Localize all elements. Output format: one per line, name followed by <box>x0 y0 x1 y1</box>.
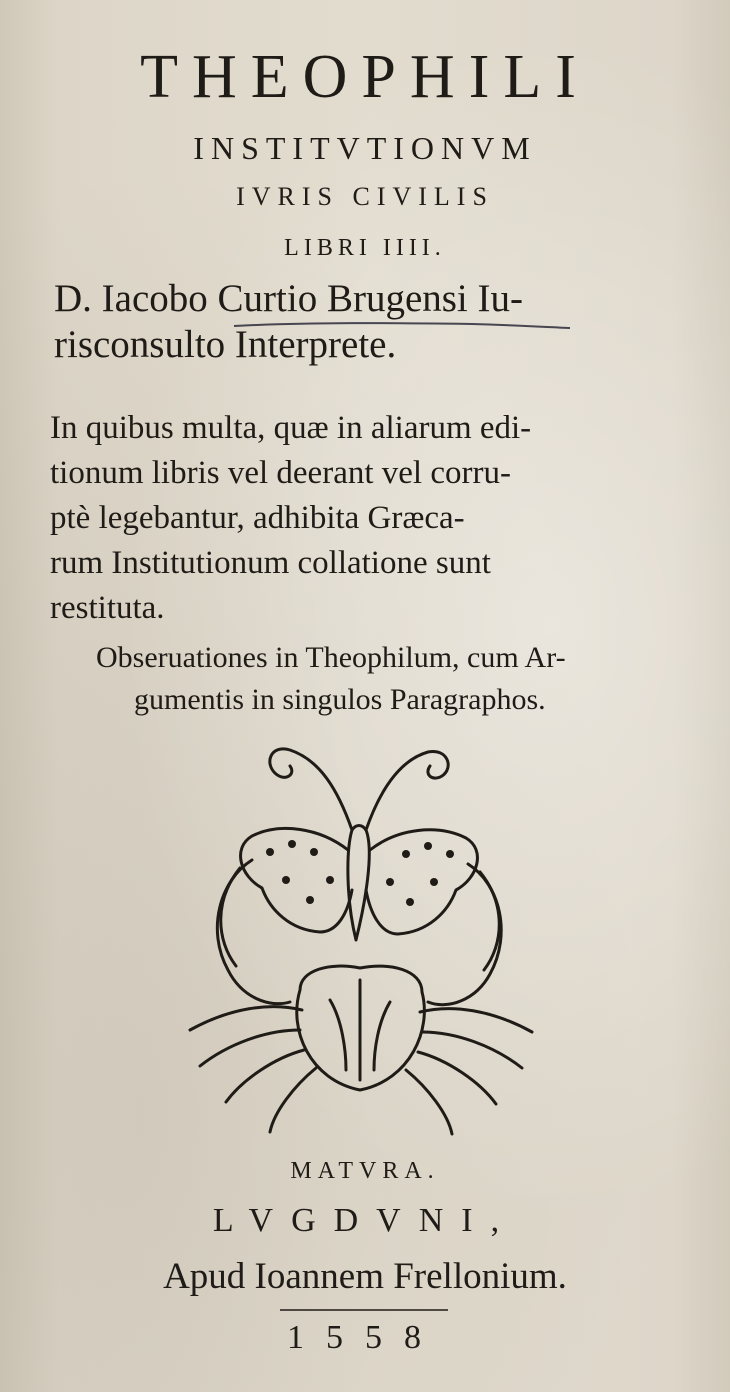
observations-line: Obseruationes in Theophilum, cum Ar- <box>96 641 566 674</box>
description-line: restituta. <box>50 590 165 626</box>
description-paragraph <box>50 406 680 631</box>
imprint-printer: Apud Ioannem Frellonium. <box>163 1256 567 1297</box>
book-title: THEOPHILI <box>140 43 590 111</box>
description-line: In quibus multa, quæ in aliarum edi- <box>50 410 532 446</box>
emblem-motto: MATVRA. <box>290 1158 440 1184</box>
subtitle-institutionum: INSTITVTIONVM <box>193 130 537 166</box>
description-line: ptè legebantur, adhibita Græca- <box>50 500 465 536</box>
observations-paragraph <box>96 637 696 721</box>
imprint-place: LVGDVNI, <box>212 1202 518 1239</box>
description-line: tionum libris vel deerant vel corru- <box>50 455 511 491</box>
butterfly-crab-emblem-icon <box>170 740 550 1150</box>
imprint-year: 1558 <box>287 1319 443 1356</box>
author-line: risconsulto Interprete. <box>54 323 397 366</box>
handwritten-underline-icon <box>232 321 572 329</box>
description-line: rum Institutionum collatione sunt <box>50 545 491 581</box>
subtitle-libri: LIBRI IIII. <box>284 235 446 261</box>
subtitle-iuris-civilis: IVRIS CIVILIS <box>236 182 494 211</box>
observations-line: gumentis in singulos Paragraphos. <box>134 683 546 716</box>
author-line: D. Iacobo Curtio Brugensi Iu- <box>54 277 523 320</box>
imprint-divider <box>280 1309 448 1311</box>
